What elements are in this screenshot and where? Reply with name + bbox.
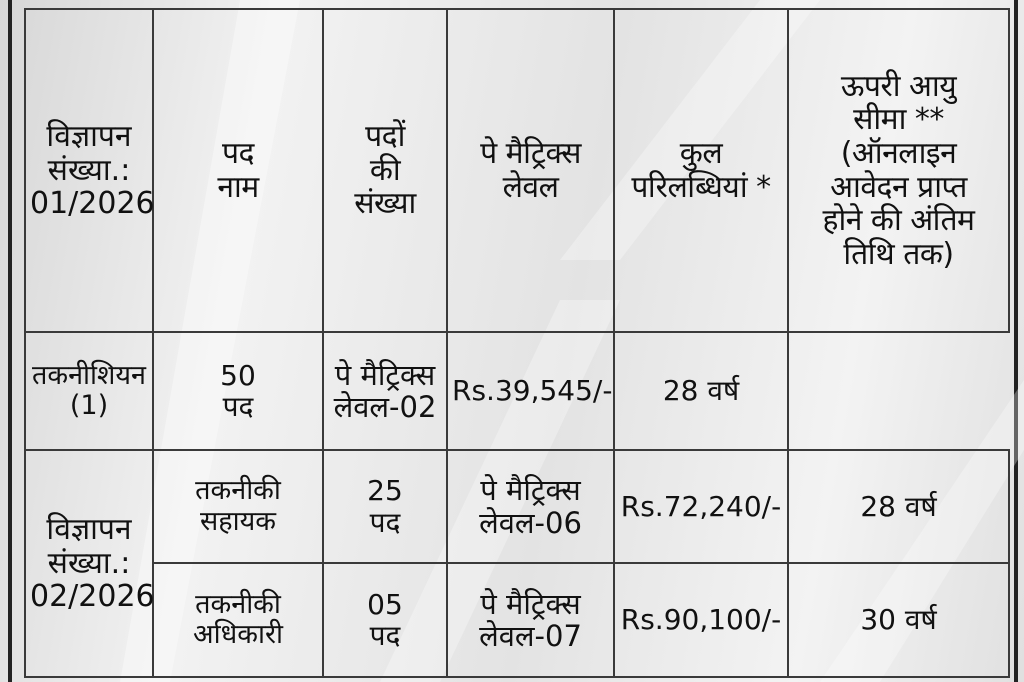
num-posts-cell: 05 पद: [323, 563, 447, 677]
pay-matrix-cell: पे मैट्रिक्स लेवल-06: [447, 450, 614, 563]
post-name-cell: तकनीकी सहायक: [153, 450, 323, 563]
salary-cell: Rs.39,545/-: [447, 332, 614, 450]
col-header-post-name: पद नाम: [153, 9, 323, 332]
col-header-pay-matrix: पे मैट्रिक्स लेवल: [447, 9, 614, 332]
num-posts-cell: 25 पद: [323, 450, 447, 563]
posts-table: [24, 8, 1010, 678]
table-header-row: [25, 9, 1009, 332]
salary-cell: Rs.72,240/-: [614, 450, 788, 563]
pay-matrix-cell: पे मैट्रिक्स लेवल-02: [323, 332, 447, 450]
advt-no-cell-2: विज्ञापन संख्या.: 02/2026: [25, 450, 153, 677]
age-cell: 28 वर्ष: [788, 450, 1009, 563]
table-row: [25, 450, 1009, 563]
age-cell: 28 वर्ष: [614, 332, 788, 450]
col-header-num-posts: पदों की संख्या: [323, 9, 447, 332]
col-header-total-emoluments: कुल परिलब्धियां *: [614, 9, 788, 332]
age-cell: 30 वर्ष: [788, 563, 1009, 677]
pay-matrix-cell: पे मैट्रिक्स लेवल-07: [447, 563, 614, 677]
table-row: [25, 332, 1009, 450]
post-name-cell: तकनीकी अधिकारी: [153, 563, 323, 677]
right-border-rule: [1014, 0, 1018, 682]
num-posts-cell: 50 पद: [153, 332, 323, 450]
advt-no-cell-1: विज्ञापन संख्या.: 01/2026: [25, 9, 153, 332]
post-name-cell: तकनीशियन (1): [25, 332, 153, 450]
left-border-rule: [8, 0, 12, 682]
table-row: [25, 563, 1009, 677]
col-header-upper-age: ऊपरी आयु सीमा ** (ऑनलाइन आवेदन प्राप्त होने की अंतिम तिथि तक): [788, 9, 1009, 332]
salary-cell: Rs.90,100/-: [614, 563, 788, 677]
